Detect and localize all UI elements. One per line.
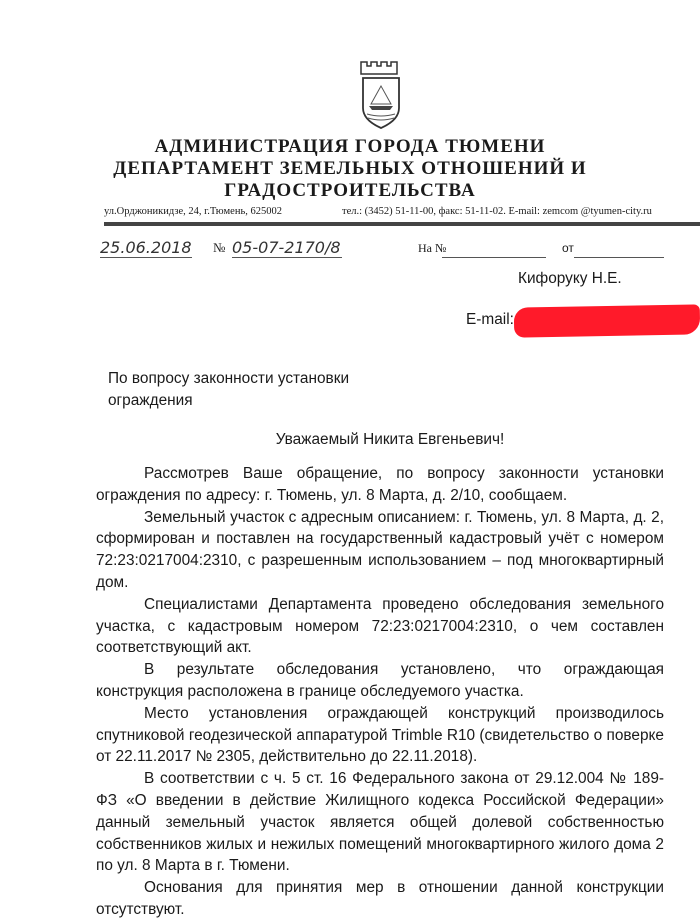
reference-date-label: от [562, 241, 574, 255]
org-name-line1: АДМИНИСТРАЦИЯ ГОРОДА ТЮМЕНИ [154, 136, 546, 157]
recipient-email-label: E-mail: [466, 311, 514, 328]
subject-line1: По вопросу законности установки [108, 370, 350, 387]
subject-line2: ограждения [108, 392, 193, 409]
coat-of-arms-emblem [355, 58, 407, 130]
body-paragraph: В результате обследования установлено, что ограждающая конструкция расположена в границе обследуемого участка. [96, 661, 664, 700]
org-address: ул.Орджоникидзе, 24, г.Тюмень, 625002 [104, 206, 282, 217]
letter-body [96, 463, 664, 921]
body-paragraph: В соответствии с ч. 5 ст. 16 Федерального закона от 29.12.004 № 189-ФЗ «О введении в действие Жилищного кодекса Российской Федерации» данный земельный участок является общей долевой собственностью собственников жилых и нежилых помещений многоквартирного жилого дома 2 по ул. 8 Марта в г. Тюмени. [96, 770, 664, 875]
reference-date-field [574, 257, 664, 258]
org-name-line2: ДЕПАРТАМЕНТ ЗЕМЕЛЬНЫХ ОТНОШЕНИЙ И [113, 158, 587, 179]
recipient-name: Кифоруку Н.Е. [518, 270, 622, 287]
reference-number-field [442, 257, 546, 258]
body-paragraph: Земельный участок с адресным описанием: г. Тюмень, ул. 8 Марта, д. 2, сформирован и поставлен на государственный кадастровый учёт с номером 72:23:0217004:2310, с разрешенным использованием – под многоквартирный дом. [96, 508, 664, 591]
org-name-line3: ГРАДОСТРОИТЕЛЬСТВА [224, 180, 476, 201]
header-divider [104, 222, 700, 226]
registration-date: 25.06.2018 [100, 238, 192, 257]
body-paragraph: Место установления ограждающей конструкций производилось спутниковой геодезической аппаратурой Trimble R10 (свидетельство о поверке от 22.11.2017 № 2305, действительно до 22.11.2018). [96, 704, 664, 766]
org-contacts: тел.: (3452) 51-11-00, факс: 51-11-02. E-mail: zemcom @tyumen-city.ru [342, 206, 652, 217]
registration-number-label: № [213, 240, 226, 255]
reference-number-label: На № [418, 241, 447, 255]
registration-number: 05-07-2170/8 [232, 238, 341, 257]
body-paragraph: Специалистами Департамента проведено обследования земельного участка, с кадастровым номером 72:23:0217004:2310, о чем составлен соответствующий акт. [96, 595, 664, 657]
redacted-email [514, 304, 700, 337]
greeting: Уважаемый Никита Евгеньевич! [275, 431, 505, 448]
body-paragraph: Основания для принятия мер в отношении данной конструкции отсутствуют. [96, 879, 664, 918]
body-paragraph: Рассмотрев Ваше обращение, по вопросу законности установки ограждения по адресу: г. Тюмень, ул. 8 Марта, д. 2/10, сообщаем. [96, 465, 664, 504]
